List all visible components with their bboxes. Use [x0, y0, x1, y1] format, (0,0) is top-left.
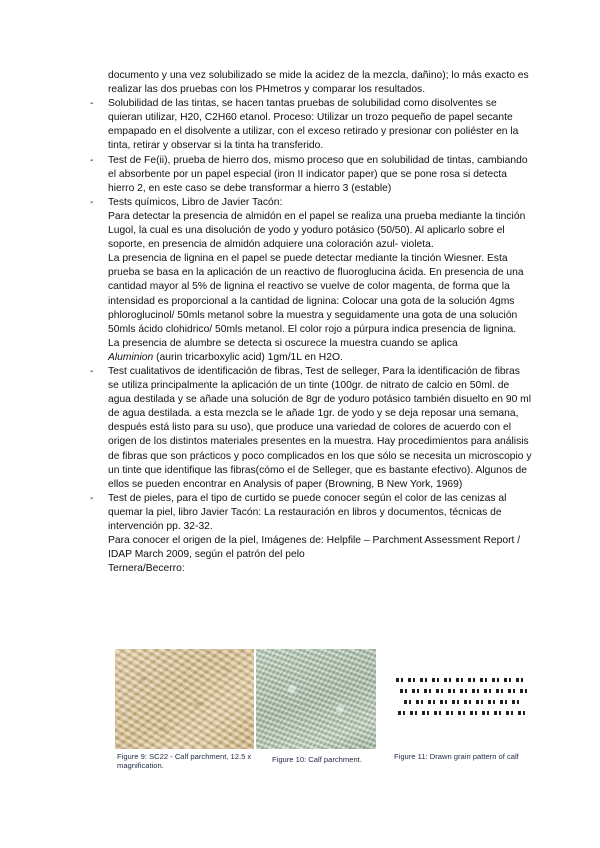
- figure-10-caption: Figure 10: Calf parchment.: [272, 755, 362, 764]
- list-item-chemical-tests: [86, 196, 532, 365]
- calf-parchment-image: [256, 649, 376, 749]
- lignin-paragraph: La presencia de lignina en el papel se puede detectar mediante la tinción Wiesner. Esta prueba se basa en la aplicación de un reactivo de fluoroglucina ácida. En presencia de una cantidad mayor al 5% de lignina el reactivo se vuelve de color magenta, de forma que la intensidad es proporcional a la cantidad de lignina: Colocar una gota de la solución 4gms phloroglucinol/ 50mls metanol sobre la muestra y seguidamente una gota de una solución 50mls ácido clohidrico/ 50mls metanol. El color rojo a púrpura indica presencia de lignina.: [108, 253, 524, 335]
- list-item-skin-tests: [86, 492, 532, 577]
- list-item-ink-solubility: [86, 97, 532, 153]
- list-item-text: Test cualitativos de identificación de fibras, Test de selleger, Para la identificación de fibras se utiliza principalmente la aplicación de un tinte (100gr. de nitrato de calcio en 50ml. de agua destilada y se añade una solución de 8gr de yoduro potásico también disuelto en 90 ml de agua destilada. a esta mezcla se le añade 1gr. de yodo y se deja reposar una semana, después está listo para su uso), que produce una variedad de colores de acuerdo con el origen de los distintos materiales presentes en la muestra. Hay procedimientos para análisis de fibras que son prácticos y poco complicados en los que sólo se necesita un microscopio y un tinte que identifique las fibras(cómo el de Selleger, que es bastante efectivo). Algunos de ellos se pueden encontrar en Analysis of paper (Browning, B New York, 1969): [108, 365, 532, 490]
- bullet-dash: -: [90, 98, 94, 110]
- figure-9-caption: Figure 9: SC22 - Calf parchment, 12.5 x magnification.: [117, 752, 252, 770]
- bullet-dash: -: [90, 492, 94, 504]
- alum-paragraph: [108, 337, 532, 365]
- list-item-text: Solubilidad de las tintas, se hacen tantas pruebas de solubilidad como disolventes se quieran utilizar, H20, C2H60 etanol. Proceso: Utilizar un trozo pequeño de papel secante empapado en el disolvente a utilizar, con el exceso retirado y presionar con poliéster en la tinta, retirar y observar si la tinta ha transferido.: [108, 98, 519, 152]
- list-item-iron-test: [86, 154, 532, 196]
- body-text: [86, 69, 532, 576]
- list-item-text: Test de Fe(ii), prueba de hierro dos, mismo proceso que en solubilidad de tintas, cambiando el absorbente por un papel especial (iron II indicator paper) que se pone rosa si detecta hierro 2, en este caso se debe transformar a hierro 3 (estable): [108, 154, 528, 194]
- list-item-fiber-tests: [86, 365, 532, 492]
- bullet-dash: -: [90, 365, 94, 377]
- list-item-text: Test de pieles, para el tipo de curtido se puede conocer según el color de las cenizas al quemar la piel, libro Javier Tacón: La restauración en libros y documentos, técnicas de intervención pp. 32-32.: [108, 492, 507, 532]
- calf-label: Ternera/Becerro:: [108, 563, 185, 575]
- calf-parchment-magnified-image: [115, 649, 254, 749]
- alum-text-end: (aurin tricarboxylic acid) 1gm/1L en H2O.: [153, 351, 343, 363]
- bullet-dash: -: [90, 196, 94, 208]
- continued-paragraph: documento y una vez solubilizado se mide la acidez de la mezcla, dañino); lo más exacto es realizar las dos pruebas con los PHmetros y comparar los resultados.: [108, 70, 529, 96]
- list-item-text: Tests químicos, Libro de Javier Tacón:: [108, 196, 283, 208]
- skin-origin-paragraph: Para conocer el origen de la piel, Imágenes de: Helpfile – Parchment Assessment Report / IDAP March 2009, según el patrón del pelo: [108, 535, 521, 561]
- alum-text: La presencia de alumbre se detecta si oscurece la muestra cuando se aplica: [108, 337, 458, 349]
- starch-paragraph: Para detectar la presencia de almidón en el papel se realiza una prueba mediante la tinción Lugol, la cual es una disolución de yodo y yoduro potásico (50/50). Al aplicarlo sobre el soporte, en presencia de almidón adquiere una coloración azul- violeta.: [108, 210, 526, 251]
- calf-grain-pattern-drawing: [396, 676, 532, 722]
- bullet-dash: -: [90, 154, 94, 166]
- figure-11-caption: Figure 11: Drawn grain pattern of calf: [394, 752, 519, 761]
- aluminion-term: Aluminion: [108, 351, 154, 363]
